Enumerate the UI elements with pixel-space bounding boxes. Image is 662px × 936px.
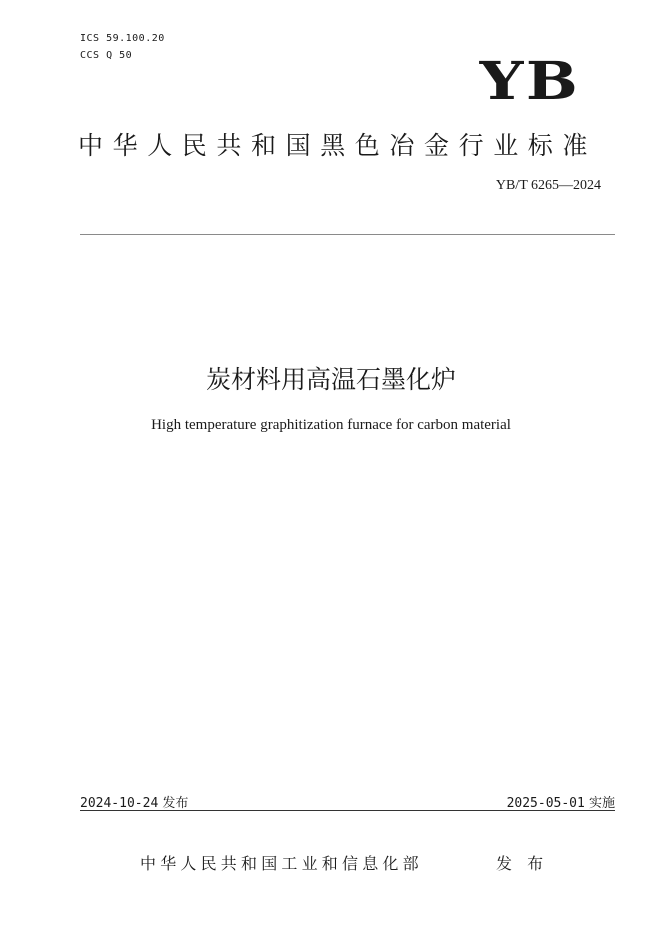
implementation-date-line: [507, 792, 615, 811]
standard-category: 中华人民共和国黑色冶金行业标准: [78, 131, 598, 160]
ics-code: ICS 59.100.20: [80, 33, 165, 44]
publish-label: 发 布: [496, 854, 549, 873]
issue-date-line: [80, 792, 188, 811]
top-divider: [80, 234, 615, 235]
ccs-code: CCS Q 50: [80, 50, 133, 61]
publisher-name: 中华人民共和国工业和信息化部: [140, 854, 423, 873]
document-title-english: High temperature graphitization furnace for carbon material: [151, 417, 511, 433]
bottom-divider: [80, 810, 615, 811]
issue-label: 发布: [162, 796, 189, 811]
implementation-label: 实施: [588, 796, 615, 811]
issue-date: 2024-10-24: [80, 796, 159, 811]
document-title-chinese: 炭材料用高温石墨化炉: [205, 365, 456, 394]
standard-logo: YB: [479, 51, 580, 112]
standard-number: YB/T 6265—2024: [495, 178, 601, 193]
implementation-date: 2025-05-01: [506, 796, 585, 811]
